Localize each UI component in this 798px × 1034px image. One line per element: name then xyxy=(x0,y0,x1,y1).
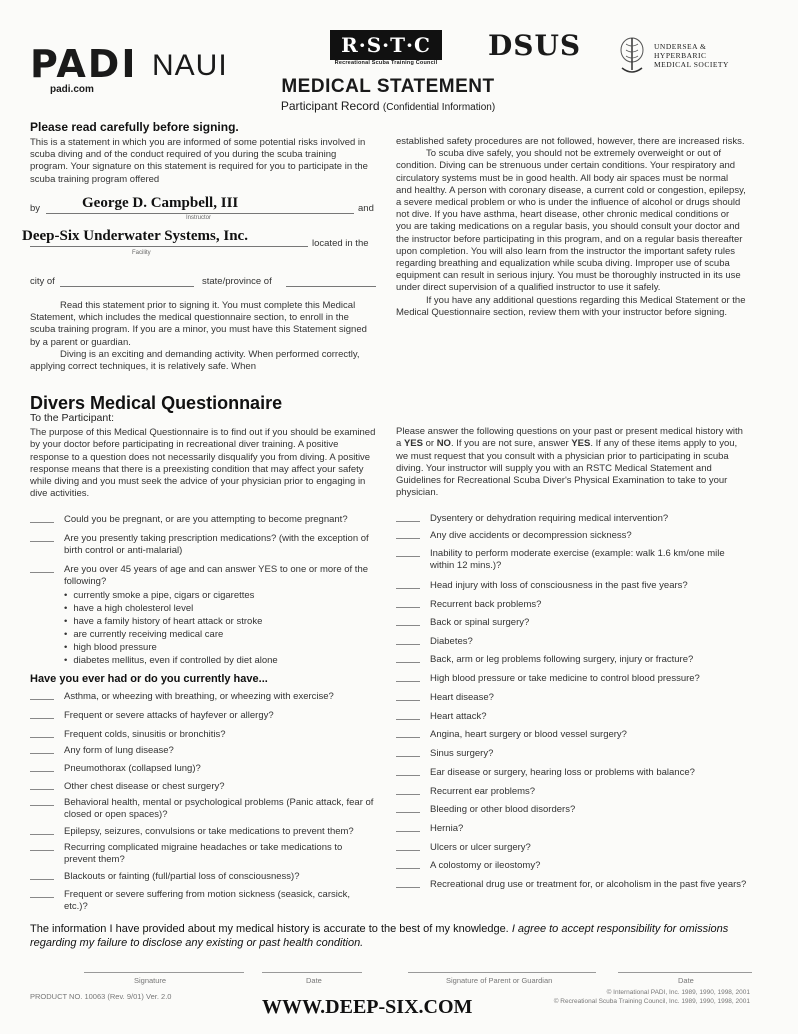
read-carefully-heading: Please read carefully before signing. xyxy=(30,120,239,134)
question-item xyxy=(30,710,376,722)
question-text: Recurrent ear problems? xyxy=(430,786,536,797)
questions-para: If you have any additional questions regarding this Medical Statement or the Medical Questionnaire section, review them with your instructor before signing. xyxy=(396,294,746,318)
intro-paragraph: This is a statement in which you are informed of some potential risks involved in scuba diving and of the conduct required of you during the scuba training program. Your signature on this statement is required for you to participate in the scuba training program offered xyxy=(30,137,368,185)
city-label: city of xyxy=(30,276,55,287)
question-text: Dysentery or dehydration requiring medical intervention? xyxy=(430,513,669,524)
question-text: Behavioral health, mental or psychological problems (Panic attack, fear of closed or open spaces)? xyxy=(64,797,374,820)
safety-paragraphs xyxy=(396,136,746,319)
answer-blank[interactable] xyxy=(396,719,420,720)
answer-blank[interactable] xyxy=(396,850,420,851)
signature-field[interactable] xyxy=(84,972,244,973)
question-text: Frequent or severe attacks of hayfever or allergy? xyxy=(64,710,274,721)
answer-blank[interactable] xyxy=(396,887,420,888)
question-item xyxy=(396,823,750,835)
copyright-line: © International PADI, Inc. 1989, 1990, 1998, 2001 xyxy=(606,989,750,996)
question-text: Recurrent back problems? xyxy=(430,599,542,610)
question-text: Back, arm or leg problems following surgery, injury or fracture? xyxy=(430,654,694,665)
question-item xyxy=(396,786,750,798)
question-text: Sinus surgery? xyxy=(430,748,494,759)
signature-label: Signature xyxy=(134,976,167,985)
question-text: Diabetes? xyxy=(430,636,473,647)
answer-blank[interactable] xyxy=(30,789,54,790)
question-text: Ear disease or surgery, hearing loss or problems with balance? xyxy=(430,767,695,778)
footer-url: WWW.DEEP-SIX.COM xyxy=(262,996,473,1018)
question-item xyxy=(396,692,750,704)
question-item xyxy=(396,580,750,592)
question-text: Ulcers or ulcer surgery? xyxy=(430,842,531,853)
question-item xyxy=(396,879,750,891)
product-number: PRODUCT NO. 10063 (Rev. 9/01) Ver. 2.0 xyxy=(30,992,172,1001)
question-item xyxy=(396,748,750,760)
instructor-caption: Instructor xyxy=(186,215,212,221)
purpose-paragraph: The purpose of this Medical Questionnaire is to find out if you should be examined by your doctor before participating in recreational diver training. A positive response to a question does not necessarily disqualify you from diving. A positive response means that there is a preexisting condition that may affect your safety while diving and you must seek the advice of your physician prior to engaging in dive activities. xyxy=(30,427,376,500)
declaration-main: The information I have provided about my medical history is accurate to the best of my knowledge. xyxy=(30,923,509,935)
read-statement-paragraph xyxy=(30,300,376,373)
and-label: and xyxy=(358,203,374,214)
declaration xyxy=(30,922,750,950)
padi-url: padi.com xyxy=(50,84,94,95)
answer-blank[interactable] xyxy=(30,699,54,700)
safely-para: To scuba dive safely, you should not be extremely overweight or out of condition. Diving can be strenuous under certain conditions. Your respiratory and circulatory systems must be in good health. All body air spaces must be normal and healthy. A person with coronary disease, a current cold or congestion, epilepsy, a severe medical problem or who is under the influence of alcohol or drugs should not dive. If you have asthma, heart disease, other chronic medical conditions or you are taking medications on a regular basis, you should consult your doctor and the instructor before participating in this program, and on a regular basis thereafter upon completion. You will also learn from the instructor the important safety rules regarding breathing and equalization while scuba diving. Improper use of scuba equipment can result in serious injury. You must be thoroughly instructed in its use under direct supervision of a qualified instructor to use it safely. xyxy=(396,148,746,294)
answer-instr-post: . If any of these items apply to you, we must request that you consult with a physician prior to participating in scuba diving. Your instructor will supply you with an RSTC Medical Statement and Guidelines for Recreational Scuba Diver's Physical Examination to take to your physician. xyxy=(396,438,738,499)
questionnaire-heading: Divers Medical Questionnaire xyxy=(30,393,283,413)
answer-instr-mid: . If you are not sure, answer xyxy=(450,438,572,450)
uhms-logo-text xyxy=(654,42,729,69)
risk-factor-list xyxy=(64,589,374,667)
facility-field[interactable]: Deep-Six Underwater Systems, Inc. xyxy=(22,228,248,244)
uhms-line: UNDERSEA & xyxy=(654,42,707,51)
question-item xyxy=(396,599,750,611)
question-item xyxy=(30,514,376,526)
question-text: Angina, heart surgery or blood vessel surgery? xyxy=(430,729,627,740)
answer-instructions xyxy=(396,426,746,500)
no-word: NO xyxy=(436,438,451,450)
question-item xyxy=(30,729,376,741)
risk-factor-item: • currently smoke a pipe, cigars or cigarettes xyxy=(64,589,374,602)
estab-para: established safety procedures are not followed, however, there are increased risks. xyxy=(396,136,745,147)
rstc-logo-subtitle: Recreational Scuba Training Council xyxy=(334,60,438,66)
question-text: Bleeding or other blood disorders? xyxy=(430,804,576,815)
risk-factor-item: • have a high cholesterol level xyxy=(64,602,374,615)
subtitle-main: Participant Record xyxy=(280,99,380,113)
question-text: Are you presently taking prescription medications? (with the exception of birth control or anti-malarial) xyxy=(64,533,369,556)
question-text: Any dive accidents or decompression sickness? xyxy=(430,530,632,541)
question-item xyxy=(396,804,750,816)
date-label: Date xyxy=(306,976,322,985)
answer-blank[interactable] xyxy=(396,625,420,626)
located-label: located in the xyxy=(312,238,369,249)
answer-blank[interactable] xyxy=(396,681,420,682)
question-item xyxy=(396,513,750,525)
page-title: MEDICAL STATEMENT xyxy=(281,76,495,97)
question-text: Hernia? xyxy=(430,823,464,834)
answer-blank[interactable] xyxy=(396,812,420,813)
question-item xyxy=(396,860,750,872)
page-subtitle xyxy=(240,99,536,113)
question-item xyxy=(396,636,750,648)
yes-word: YES xyxy=(403,438,423,450)
copyright-notice xyxy=(540,988,750,1006)
answer-blank[interactable] xyxy=(30,541,54,542)
question-item xyxy=(396,729,750,741)
or-word: or xyxy=(422,438,437,450)
facility-caption: Facility xyxy=(132,250,151,256)
parent-date-label: Date xyxy=(678,976,694,985)
question-item xyxy=(396,530,750,542)
dsus-logo: DSUS xyxy=(488,29,582,62)
answer-blank[interactable] xyxy=(30,718,54,719)
answer-blank[interactable] xyxy=(396,644,420,645)
question-text: Could you be pregnant, or are you attempting to become pregnant? xyxy=(64,514,348,525)
parent-date-field[interactable] xyxy=(618,972,752,973)
have-you-heading: Have you ever had or do you currently have... xyxy=(30,673,268,685)
question-item xyxy=(30,781,376,793)
answer-blank[interactable] xyxy=(396,737,420,738)
answer-blank[interactable] xyxy=(30,834,54,835)
question-item xyxy=(30,564,376,587)
question-text: Frequent colds, sinusitis or bronchitis? xyxy=(64,729,226,740)
question-item xyxy=(396,711,750,723)
answer-blank[interactable] xyxy=(396,662,420,663)
answer-instr-pre: Please answer the following questions on your past or present medical history with a xyxy=(396,426,743,450)
facility-field-line xyxy=(30,246,308,247)
declaration-italic: I agree to accept responsibility for omissions regarding my failure to disclose any existing or past health condition. xyxy=(30,923,729,949)
diving-para: Diving is an exciting and demanding activity. When performed correctly, applying correct techniques, it is relatively safe. When xyxy=(30,348,360,373)
question-item xyxy=(30,691,376,703)
answer-blank[interactable] xyxy=(30,753,54,754)
read-para: Read this statement prior to signing it. You must complete this Medical Statement, which includes the medical questionnaire section, to enroll in the scuba training program. If you are a minor, you must have this Statement signed by a parent or guardian. xyxy=(30,300,367,348)
instructor-field[interactable]: George D. Campbell, III xyxy=(82,195,239,211)
question-text: Inability to perform moderate exercise (example: walk 1.6 km/one mile within 12 mins.)? xyxy=(430,548,725,571)
answer-blank[interactable] xyxy=(396,700,420,701)
answer-blank[interactable] xyxy=(30,879,54,880)
question-item xyxy=(396,617,750,629)
by-label: by xyxy=(30,203,41,214)
instructor-field-line xyxy=(46,213,354,214)
answer-blank[interactable] xyxy=(396,831,420,832)
answer-blank[interactable] xyxy=(396,794,420,795)
padi-logo: PADI xyxy=(30,42,138,86)
risk-factor-item: • are currently receiving medical care xyxy=(64,628,374,641)
copyright-line: © Recreational Scuba Training Council, Inc. 1989, 1990, 1998, 2001 xyxy=(553,998,750,1005)
question-text: High blood pressure or take medicine to control blood pressure? xyxy=(430,673,700,684)
question-item xyxy=(396,767,750,779)
question-item xyxy=(30,871,376,883)
question-text: Are you over 45 years of age and can answer YES to one or more of the following? xyxy=(64,564,369,587)
question-text: Pneumothorax (collapsed lung)? xyxy=(64,763,201,774)
answer-blank[interactable] xyxy=(30,522,54,523)
risk-factor-item: • diabetes mellitus, even if controlled by diet alone xyxy=(64,654,374,667)
question-text: Blackouts or fainting (full/partial loss of consciousness)? xyxy=(64,871,300,882)
question-text: Any form of lung disease? xyxy=(64,745,174,756)
answer-blank[interactable] xyxy=(396,868,420,869)
question-text: Other chest disease or chest surgery? xyxy=(64,781,225,792)
answer-blank[interactable] xyxy=(30,737,54,738)
question-item xyxy=(396,548,750,571)
answer-blank[interactable] xyxy=(30,850,54,851)
state-label: state/province of xyxy=(202,276,272,287)
question-item xyxy=(30,797,376,820)
question-item xyxy=(30,763,376,775)
uhms-line: MEDICAL SOCIETY xyxy=(654,60,729,69)
answer-blank[interactable] xyxy=(396,588,420,589)
question-item xyxy=(30,745,376,757)
answer-blank[interactable] xyxy=(30,897,54,898)
question-item xyxy=(30,889,376,912)
state-field[interactable] xyxy=(286,286,376,287)
question-text: Recreational drug use or treatment for, or alcoholism in the past five years? xyxy=(430,879,747,890)
question-item xyxy=(396,842,750,854)
question-text: Heart disease? xyxy=(430,692,494,703)
answer-blank[interactable] xyxy=(30,771,54,772)
question-text: Recurring complicated migraine headaches or take medications to prevent them? xyxy=(64,842,343,865)
answer-blank[interactable] xyxy=(396,556,420,557)
answer-blank[interactable] xyxy=(396,538,420,539)
answer-blank[interactable] xyxy=(396,775,420,776)
subtitle-confidential: (Confidential Information) xyxy=(382,102,496,113)
uhms-line: HYPERBARIC xyxy=(654,51,707,60)
rstc-logo: R·S·T·C xyxy=(330,30,442,60)
question-item xyxy=(30,533,376,556)
risk-factor-item: • have a family history of heart attack or stroke xyxy=(64,615,374,628)
answer-blank[interactable] xyxy=(30,572,54,573)
question-text: Epilepsy, seizures, convulsions or take medications to prevent them? xyxy=(64,826,354,837)
parent-signature-field[interactable] xyxy=(408,972,596,973)
question-item xyxy=(396,673,750,685)
to-participant-label: To the Participant: xyxy=(30,412,115,424)
risk-factor-item: • high blood pressure xyxy=(64,641,374,654)
question-text: Head injury with loss of consciousness in the past five years? xyxy=(430,580,688,591)
answer-blank[interactable] xyxy=(396,607,420,608)
question-text: Asthma, or wheezing with breathing, or wheezing with exercise? xyxy=(64,691,334,702)
uhms-emblem-icon xyxy=(618,36,646,76)
question-item xyxy=(30,842,376,865)
answer-blank[interactable] xyxy=(396,521,420,522)
question-text: Back or spinal surgery? xyxy=(430,617,530,628)
question-item xyxy=(30,826,376,838)
answer-blank[interactable] xyxy=(396,756,420,757)
city-field[interactable] xyxy=(60,286,194,287)
question-text: A colostomy or ileostomy? xyxy=(430,860,541,871)
parent-signature-label: Signature of Parent or Guardian xyxy=(446,976,553,985)
question-text: Frequent or severe suffering from motion sickness (seasick, carsick, etc.)? xyxy=(64,889,350,912)
naui-logo: NAUI xyxy=(152,49,228,82)
date-field[interactable] xyxy=(262,972,362,973)
question-text: Heart attack? xyxy=(430,711,487,722)
question-item xyxy=(396,654,750,666)
yes-word: YES xyxy=(571,438,591,450)
answer-blank[interactable] xyxy=(30,805,54,806)
